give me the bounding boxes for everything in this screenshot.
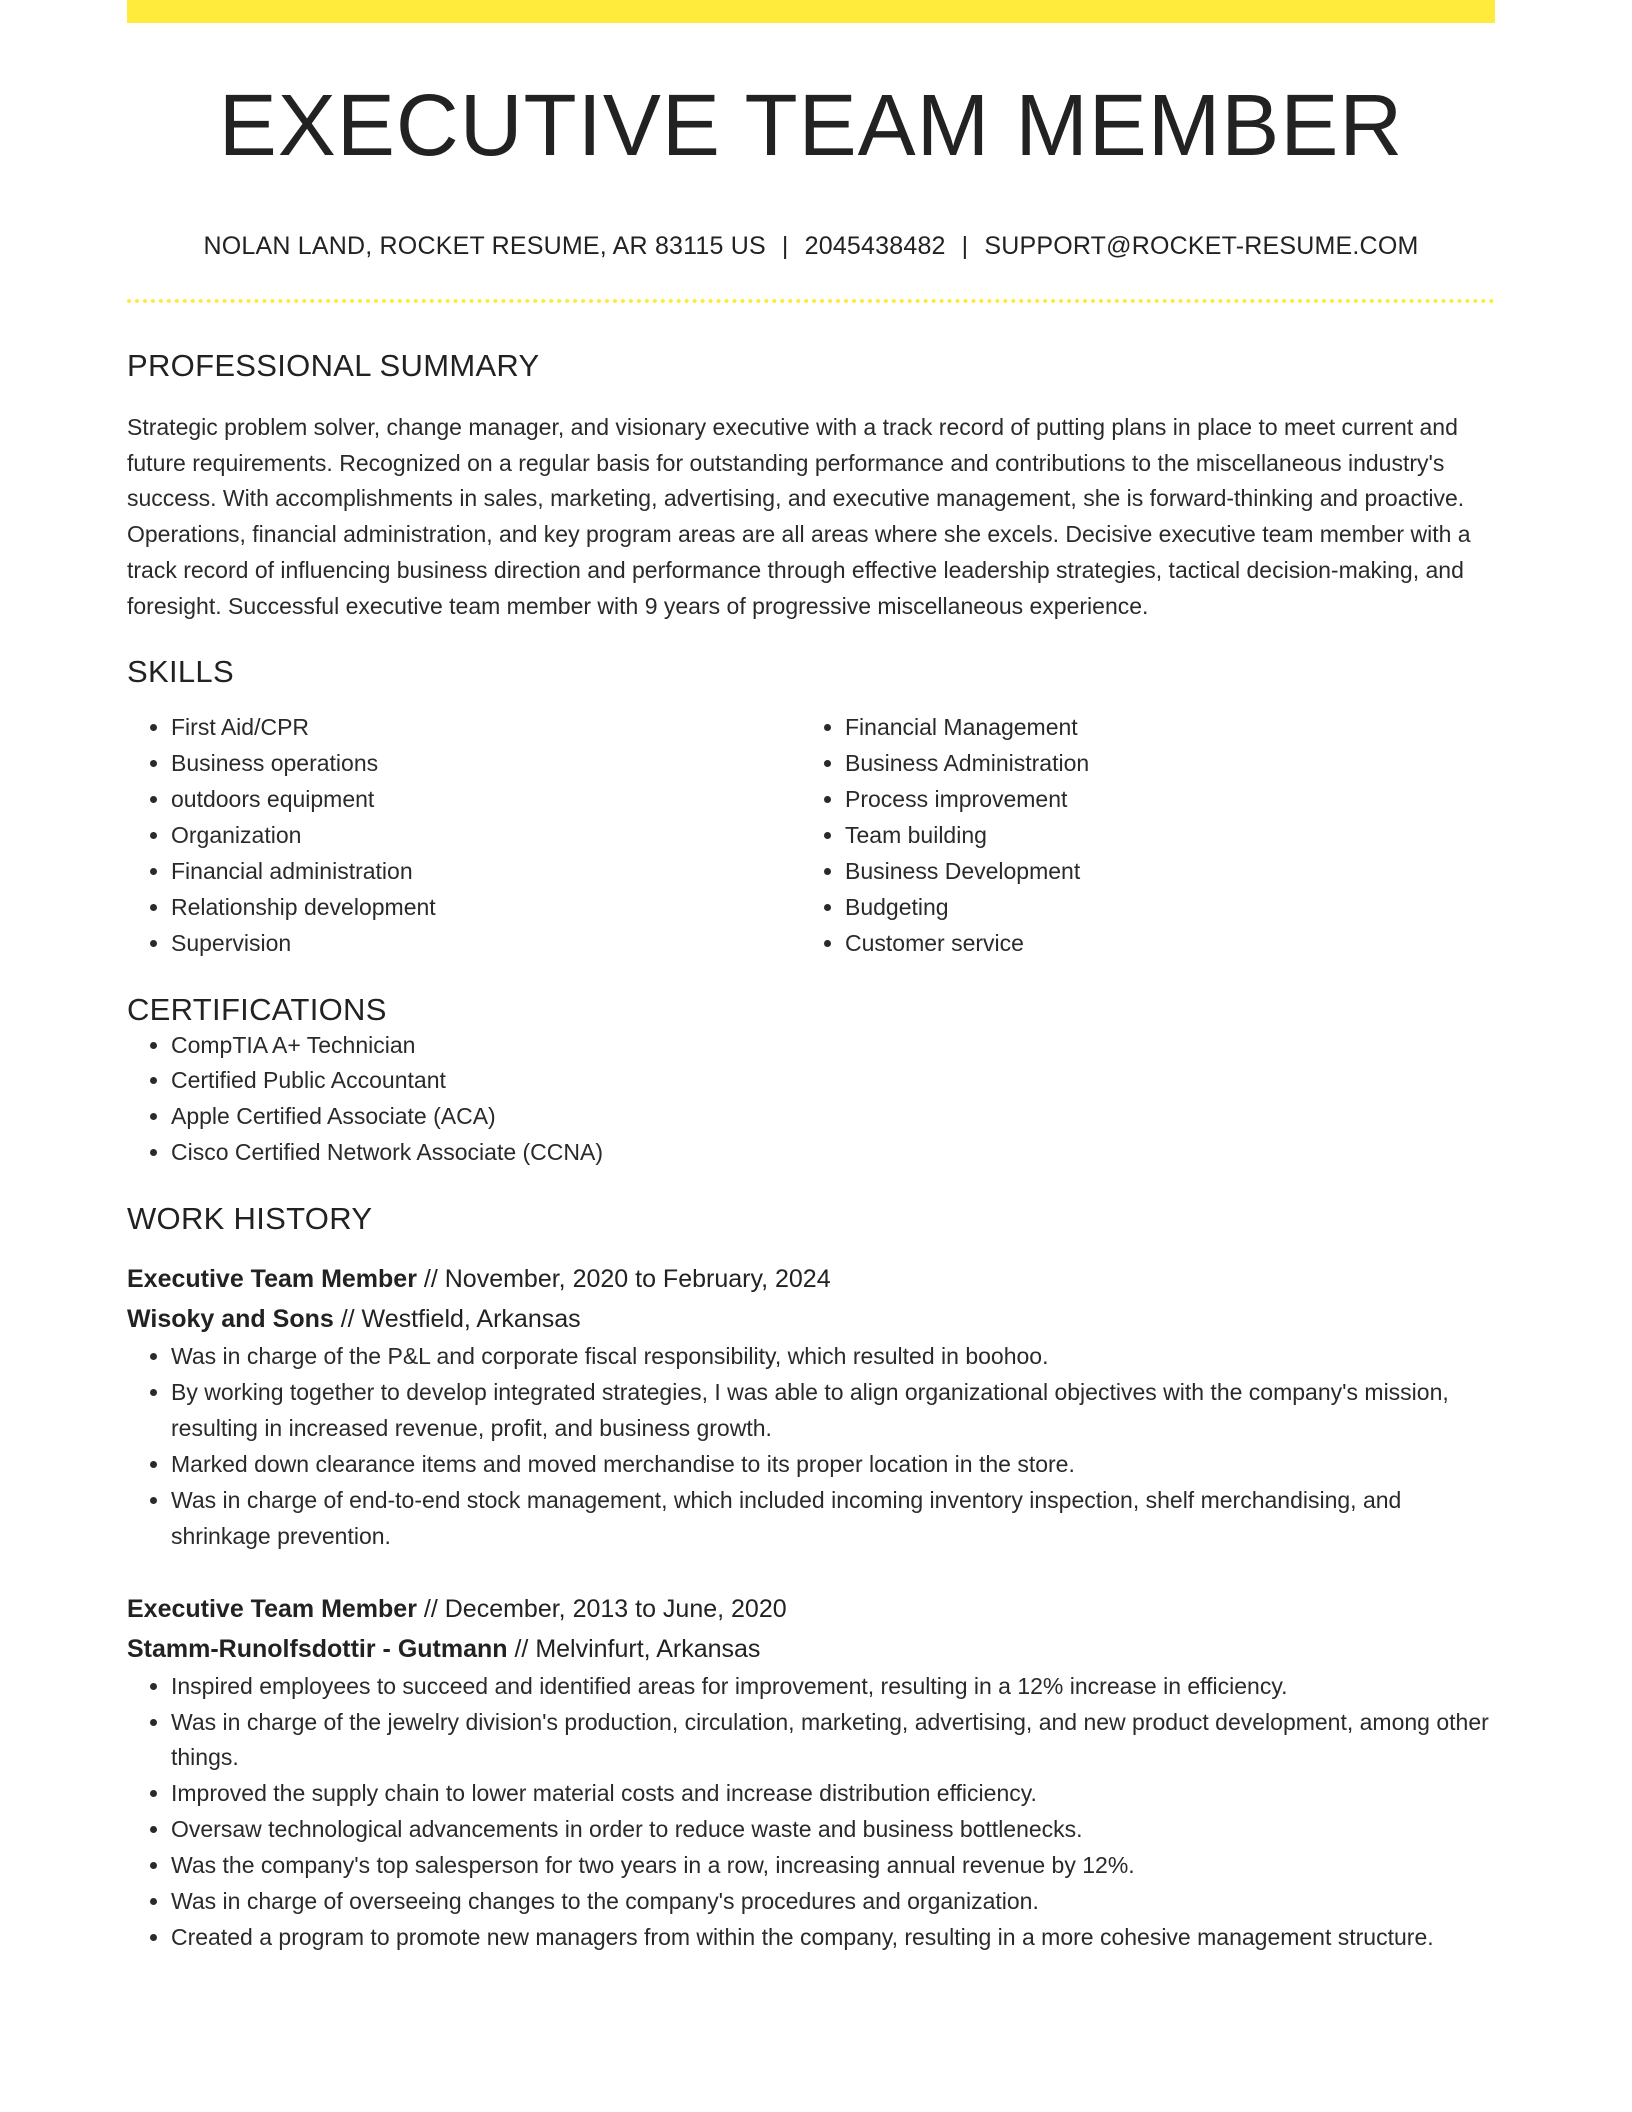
skill-item: • First Aid/CPR <box>171 710 801 746</box>
job-location: // Westfield, Arkansas <box>333 1305 581 1334</box>
resume-title: EXECUTIVE TEAM MEMBER <box>218 77 1404 174</box>
skills-list-right <box>801 710 1475 961</box>
job-title-line <box>127 1589 1495 1629</box>
job-bullets <box>127 1669 1495 1956</box>
job-bullet: • Was the company's top salesperson for two years in a row, increasing annual revenue by 12%. <box>171 1848 1495 1884</box>
job-bullet: • By working together to develop integrated strategies, I was able to align organizational objectives with the company's mission, resulting in increased revenue, profit, and business growth. <box>171 1375 1495 1447</box>
certifications-list <box>127 1028 1495 1172</box>
skill-item: • Relationship development <box>171 890 801 926</box>
certification-item: • Certified Public Accountant <box>171 1063 1495 1099</box>
resume-page <box>127 0 1495 1956</box>
skill-item: • Business operations <box>171 746 801 782</box>
skill-item: • Process improvement <box>845 782 1475 818</box>
skill-item: • outdoors equipment <box>171 782 801 818</box>
contact-separator: | <box>781 232 789 260</box>
job-bullet: • Marked down clearance items and moved merchandise to its proper location in the store. <box>171 1447 1495 1483</box>
job-title-line <box>127 1259 1495 1299</box>
job-company: Stamm-Runolfsdottir - Gutmann <box>127 1634 508 1663</box>
job-bullet: • Was in charge of end-to-end stock management, which included incoming inventory inspection, shelf merchandising, and shrinkage prevention. <box>171 1483 1495 1555</box>
skills-grid <box>127 710 1495 961</box>
summary-text: Strategic problem solver, change manager, and visionary executive with a track record of putting plans in place to meet current and future requirements. Recognized on a regular basis for outstanding performance and contributions to the miscellaneous industry's success. With accomplishments in sales, marketing, advertising, and executive management, she is forward-thinking and proactive. Operations, financial administration, and key program areas are all areas where she excels. Decisive executive team member with a track record of influencing business direction and performance through effective leadership strategies, tactical decision-making, and foresight. Successful executive team member with 9 years of progressive miscellaneous experience. <box>127 414 1471 619</box>
job-company-line <box>127 1299 1495 1339</box>
job-bullet: • Oversaw technological advancements in order to reduce waste and business bottlenecks. <box>171 1812 1495 1848</box>
job-dates: // November, 2020 to February, 2024 <box>416 1265 831 1294</box>
skill-item: • Financial administration <box>171 854 801 890</box>
work-history-heading: WORK HISTORY <box>127 1201 373 1237</box>
skill-item: • Budgeting <box>845 890 1475 926</box>
skills-column-right <box>801 710 1475 961</box>
certification-item: • Cisco Certified Network Associate (CCNA) <box>171 1135 1495 1171</box>
certifications-heading: CERTIFICATIONS <box>127 991 387 1027</box>
skills-list-left <box>127 710 801 961</box>
job-company-line <box>127 1629 1495 1669</box>
job-bullet: • Was in charge of the P&L and corporate fiscal responsibility, which resulted in boohoo. <box>171 1339 1495 1375</box>
job-entry <box>127 1589 1495 1956</box>
job-bullet: • Was in charge of the jewelry division's production, circulation, marketing, advertising, and new product development, among other things. <box>171 1705 1495 1777</box>
certification-item: • CompTIA A+ Technician <box>171 1028 1495 1064</box>
contact-address: NOLAN LAND, ROCKET RESUME, AR 83115 US <box>203 232 766 260</box>
job-entry <box>127 1259 1495 1554</box>
job-bullet: • Improved the supply chain to lower material costs and increase distribution efficiency. <box>171 1776 1495 1812</box>
skill-item: • Customer service <box>845 926 1475 962</box>
skill-item: • Team building <box>845 818 1475 854</box>
job-dates: // December, 2013 to June, 2020 <box>416 1594 787 1623</box>
job-bullets <box>127 1339 1495 1554</box>
job-location: // Melvinfurt, Arkansas <box>507 1634 761 1663</box>
skill-item: • Organization <box>171 818 801 854</box>
contact-line <box>127 232 1495 261</box>
contact-phone: 2045438482 <box>804 232 946 260</box>
job-bullet: • Created a program to promote new managers from within the company, resulting in a more cohesive management structure. <box>171 1920 1495 1956</box>
skill-item: • Business Development <box>845 854 1475 890</box>
skill-item: • Supervision <box>171 926 801 962</box>
skills-heading: SKILLS <box>127 654 234 690</box>
certification-item: • Apple Certified Associate (ACA) <box>171 1099 1495 1135</box>
job-company: Wisoky and Sons <box>127 1305 334 1334</box>
skill-item: • Financial Management <box>845 710 1475 746</box>
dotted-divider <box>127 299 1495 303</box>
top-accent-bar <box>127 0 1495 23</box>
contact-email: SUPPORT@ROCKET-RESUME.COM <box>984 232 1419 260</box>
job-bullet: • Was in charge of overseeing changes to the company's procedures and organization. <box>171 1884 1495 1920</box>
contact-separator: | <box>961 232 969 260</box>
job-bullet: • Inspired employees to succeed and identified areas for improvement, resulting in a 12% increase in efficiency. <box>171 1669 1495 1705</box>
job-title: Executive Team Member <box>127 1594 417 1623</box>
skill-item: • Business Administration <box>845 746 1475 782</box>
summary-heading: PROFESSIONAL SUMMARY <box>127 348 540 383</box>
job-title: Executive Team Member <box>127 1265 417 1294</box>
skills-column-left <box>127 710 801 961</box>
